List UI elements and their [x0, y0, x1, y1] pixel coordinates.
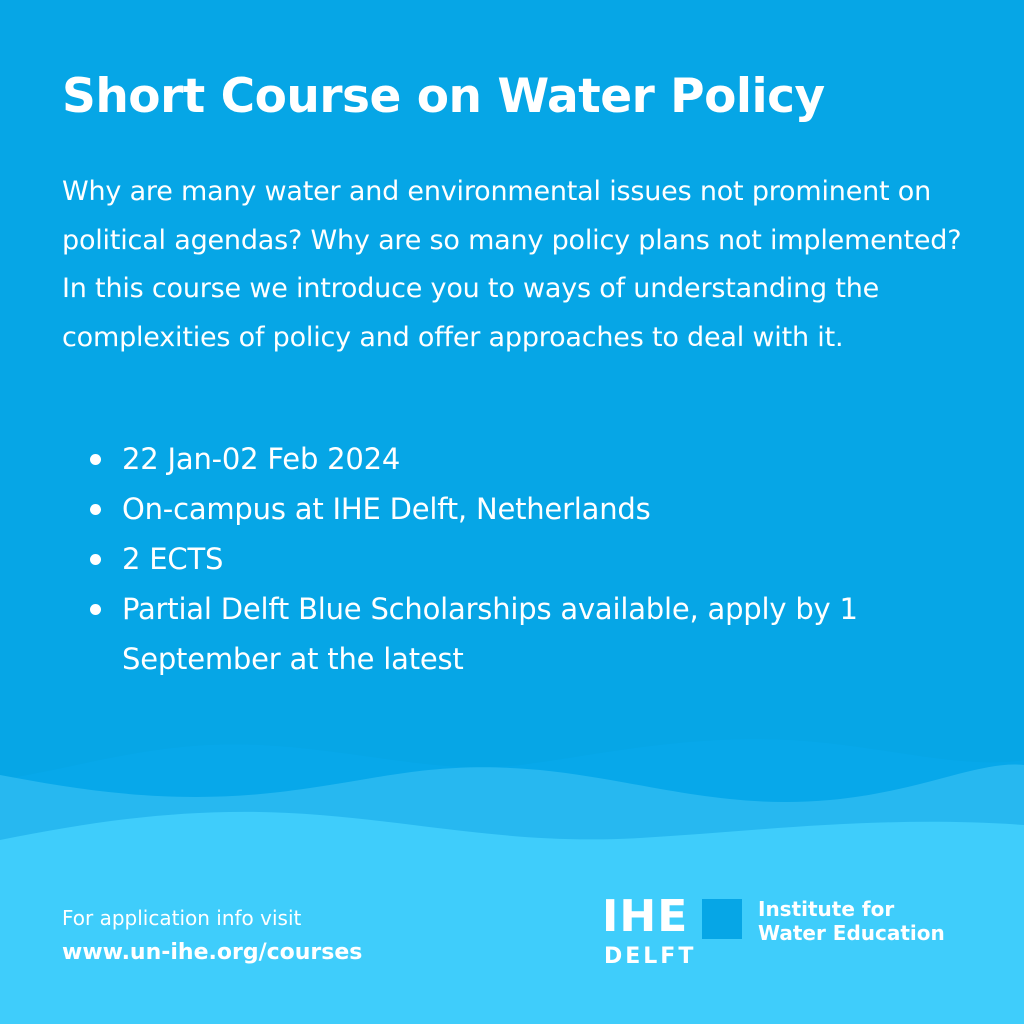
course-title: Short Course on Water Policy	[62, 69, 825, 124]
water-waves-decoration	[0, 720, 1024, 1024]
bullet-icon	[90, 554, 101, 565]
course-description: Why are many water and environmental issues not prominent on political agendas? Why are so many policy plans not implemented? In this course we introduce you to ways of understanding the complexities of policy and offer approaches to deal with it.	[62, 176, 962, 353]
ihe-delft-logo	[602, 893, 982, 973]
bullet-icon	[90, 454, 101, 465]
course-details-list	[88, 434, 968, 684]
footer-lead-text: For application info visit	[62, 906, 302, 930]
logo-sub-text: DELFT	[604, 944, 697, 969]
detail-credits	[88, 534, 968, 584]
bullet-icon	[90, 504, 101, 515]
logo-institute-name	[758, 897, 945, 945]
detail-location	[88, 484, 968, 534]
detail-dates	[88, 434, 968, 484]
logo-name-line1: Institute for	[758, 897, 895, 921]
bullet-icon	[90, 604, 101, 615]
logo-name-line2: Water Education	[758, 921, 945, 945]
detail-text: On-campus at IHE Delft, Netherlands	[122, 492, 651, 526]
footer-url-link[interactable]: www.un-ihe.org/courses	[62, 940, 363, 965]
logo-mark-text: IHE	[602, 891, 689, 942]
detail-scholarship	[88, 584, 968, 684]
detail-text: 22 Jan-02 Feb 2024	[122, 442, 401, 476]
detail-text: 2 ECTS	[122, 542, 224, 576]
logo-square-icon	[702, 899, 742, 939]
detail-text: Partial Delft Blue Scholarships available, apply by 1 September at the latest	[122, 592, 858, 676]
